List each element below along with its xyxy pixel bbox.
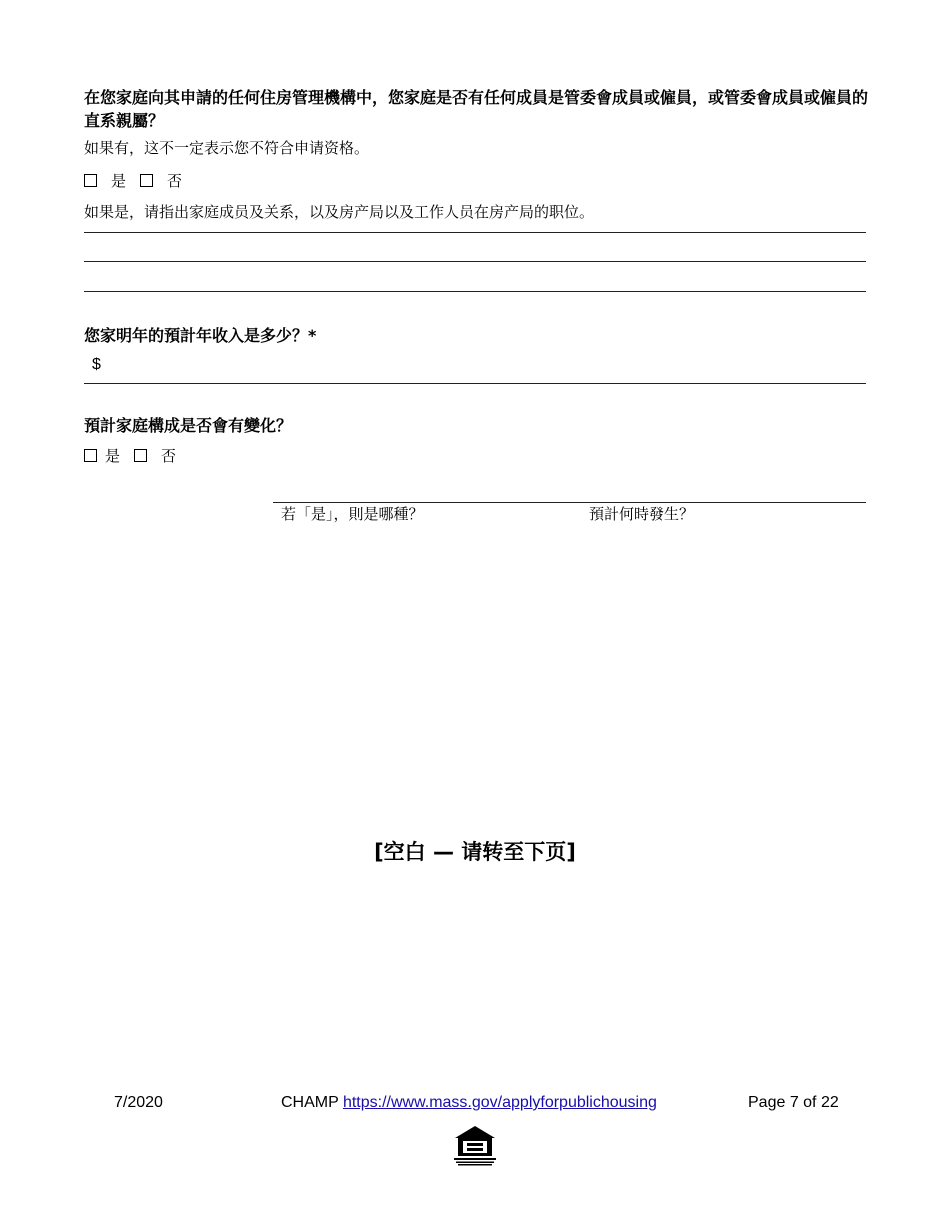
answer-line-2[interactable] xyxy=(84,261,866,262)
eligibility-note: 如果有，这不一定表示您不符合申请资格。 xyxy=(84,139,370,157)
equal-housing-house-icon xyxy=(451,1124,499,1166)
currency-symbol: $ xyxy=(92,356,101,373)
answer-line-3[interactable] xyxy=(84,291,866,292)
blank-page-note: [空白 — 请转至下页] xyxy=(374,840,576,864)
relationship-instruction: 如果是，请指出家庭成员及关系，以及房产局以及工作人员在房产局的职位。 xyxy=(84,203,595,221)
change-type-label: 若「是」，則是哪種？ xyxy=(281,505,424,523)
footer-org: CHAMP xyxy=(281,1094,339,1111)
no-checkbox[interactable] xyxy=(140,174,153,187)
change-details-line[interactable] xyxy=(273,502,866,503)
answer-line-1[interactable] xyxy=(84,232,866,233)
footer-page-number: Page 7 of 22 xyxy=(748,1094,839,1111)
change-timing-label: 預計何時發生？ xyxy=(589,505,695,523)
household-change-question: 預計家庭構成是否會有變化？ xyxy=(84,416,293,435)
footer-date: 7/2020 xyxy=(114,1094,163,1111)
yes-label: 是 xyxy=(111,172,127,190)
yes-checkbox[interactable] xyxy=(84,174,97,187)
footer-center xyxy=(281,1094,657,1112)
board-member-options xyxy=(84,171,182,191)
equal-housing-logo-icon xyxy=(451,1124,499,1166)
board-member-question: 在您家庭向其申請的任何住房管理機構中，您家庭是否有任何成員是管委會成員或僱員，或管委會成員或僱員的直系親屬？ xyxy=(84,88,869,130)
no-label: 否 xyxy=(167,172,183,190)
change-yes-checkbox[interactable] xyxy=(84,449,97,462)
annual-income-question: 您家明年的預計年收入是多少？* xyxy=(84,326,317,345)
change-no-label: 否 xyxy=(161,447,177,465)
change-no-checkbox[interactable] xyxy=(134,449,147,462)
household-change-options xyxy=(84,446,176,466)
change-yes-label: 是 xyxy=(105,447,121,465)
income-input-line[interactable] xyxy=(84,383,866,384)
footer-url-link[interactable]: https://www.mass.gov/applyforpublichousing xyxy=(342,1094,657,1111)
